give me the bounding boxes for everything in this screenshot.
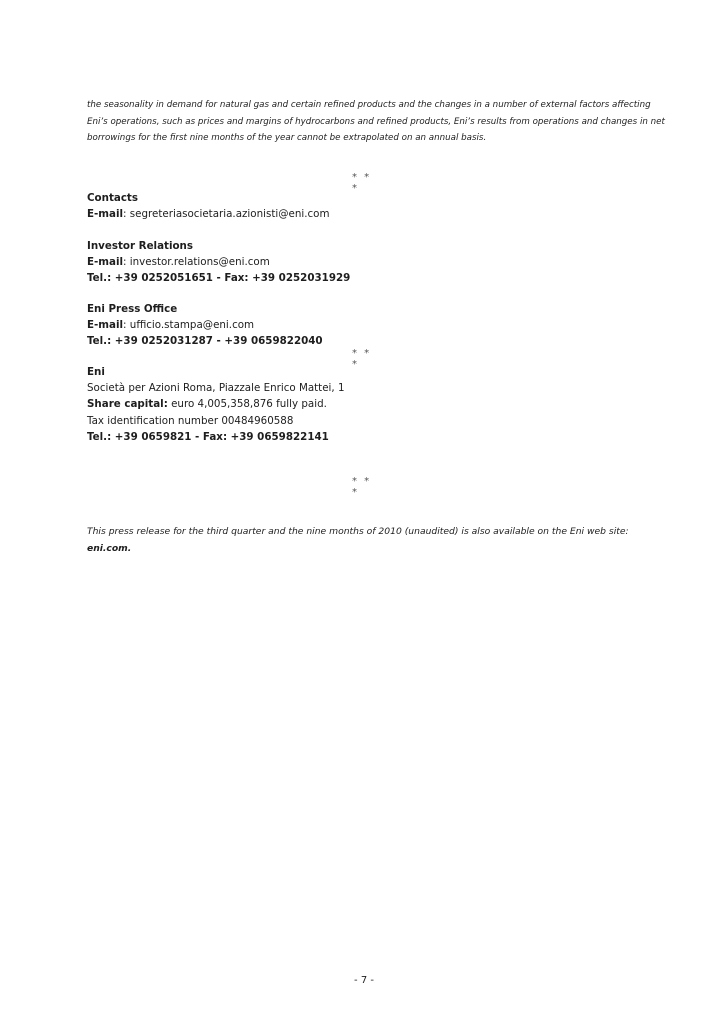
email-label: E-mail	[87, 256, 124, 269]
investor-relations-heading: Investor Relations	[87, 240, 194, 252]
investor-relations-block	[87, 238, 507, 287]
company-tel: Tel.: +39 0659821 - Fax: +39 0659822141	[87, 430, 329, 443]
press-office-email	[87, 317, 507, 333]
company-tax-id: Tax identification number 00484960588	[87, 414, 294, 427]
outro-text: This press release for the third quarter and the nine months of 2010 (unaudited) is also available on the Eni web site:	[87, 526, 629, 537]
capital-value: euro 4,005,358,876 fully paid.	[167, 398, 327, 411]
email-value: : investor.relations@eni.com	[123, 256, 270, 269]
separator-3: * * *	[352, 476, 372, 498]
contacts-block	[87, 190, 507, 222]
email-value: : segreteriasocietaria.azionisti@eni.com	[123, 208, 330, 221]
company-block	[87, 364, 507, 445]
email-label: E-mail	[87, 319, 124, 332]
intro-line: Eni’s operations, such as prices and margins of hydrocarbons and refined products, Eni’s results from operations and changes in net	[87, 116, 665, 127]
separator-2: * * *	[352, 348, 372, 370]
company-address: Società per Azioni Roma, Piazzale Enrico Mattei, 1	[87, 382, 345, 395]
company-capital	[87, 396, 507, 412]
investor-relations-email	[87, 254, 507, 270]
email-label: E-mail	[87, 208, 124, 221]
press-office-block	[87, 301, 507, 350]
website-link[interactable]: eni.com.	[87, 543, 132, 554]
page-number: - 7 -	[354, 975, 374, 986]
contacts-heading: Contacts	[87, 192, 138, 204]
intro-line: the seasonality in demand for natural gas and certain refined products and the changes in a number of external factors affecting	[87, 100, 651, 110]
press-office-tel: Tel.: +39 0252031287 - +39 0659822040	[87, 335, 323, 348]
intro-line: borrowings for the first nine months of the year cannot be extrapolated on an annual basis.	[87, 133, 487, 143]
investor-relations-tel: Tel.: +39 0252051651 - Fax: +39 0252031929	[87, 272, 351, 285]
email-value: : ufficio.stampa@eni.com	[123, 319, 255, 332]
outro-paragraph	[87, 523, 667, 557]
capital-label: Share capital:	[87, 398, 168, 411]
company-heading: Eni	[87, 366, 105, 378]
separator-1: * * *	[352, 172, 372, 194]
contacts-email	[87, 206, 507, 222]
press-office-heading: Eni Press Office	[87, 303, 178, 315]
intro-paragraph	[87, 97, 665, 147]
